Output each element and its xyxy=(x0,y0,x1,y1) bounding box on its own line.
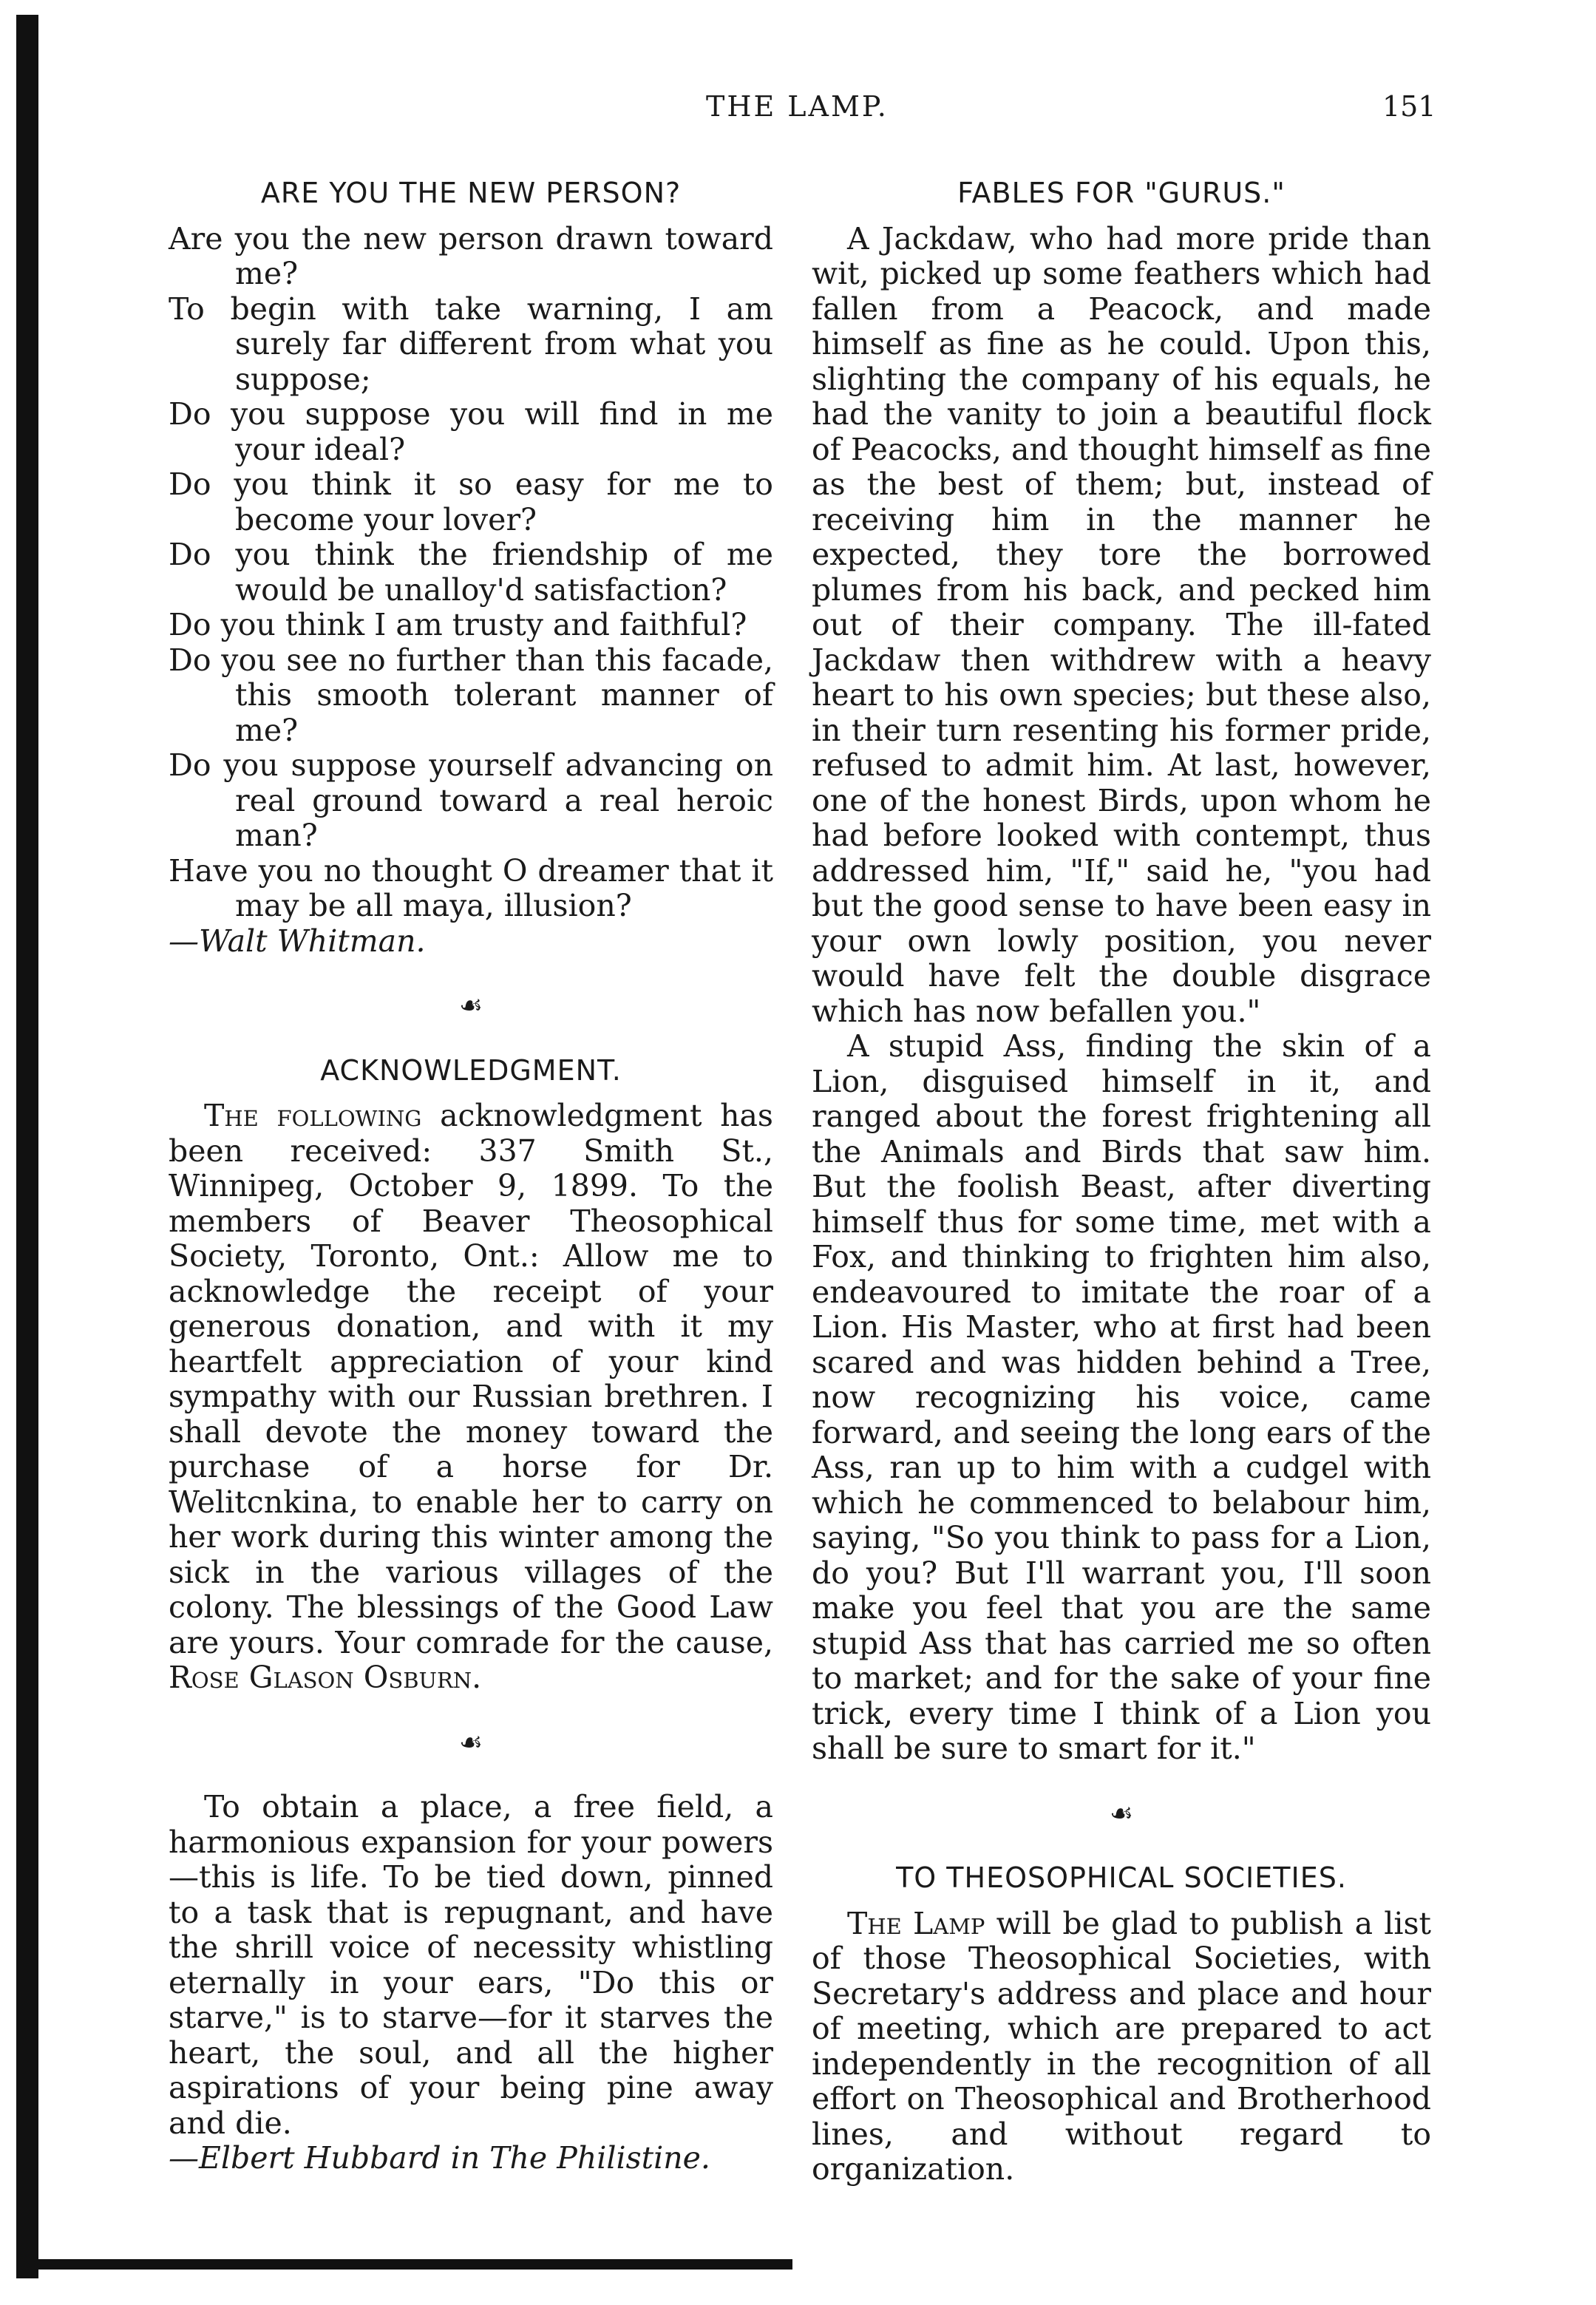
acknowledgment-text: acknowledgment has been received: 337 Smith St., Winnipeg, October 9, 1899. To the members of Beaver Theosophical Society, Toronto, Ont.: Allow me to acknowledge the receipt of your generous donation, and with it my heartfelt appreciation of your kind sympathy with our Russian brethren. I shall devote the money toward the purchase of a horse for Dr. Welitcnkina, to enable her to carry on her work during this winter among the sick in the various villages of the colony. The blessings of the Good Law are yours. Your comrade for the cause, xyxy=(169,1098,773,1660)
fable-ass: A stupid Ass, finding the skin of a Lion, disguised himself in it, and ranged about the forest frightening all the Animals and Birds that saw him. But the foolish Beast, after diverting himself thus for some time, met with a Fox, and thinking to frighten him also, endeavoured to imitate the roar of a Lion. His Master, who at first had been scared and was hidden behind a Tree, now recognizing his voice, came forward, and seeing the long ears of the Ass, ran up to him with a cudgel with which he commenced to belabour him, saying, "So you think to pass for a Lion, do you? But I'll warrant you, I'll soon make you feel that you are the same stupid Ass that has carried me so often to market; and for the sake of your fine trick, every time I think of a Lion you shall be sure to smart for it." xyxy=(812,1028,1431,1766)
societies-text: will be glad to publish a list of those Theosophical Societies, with Secretary's address and place and hour of meeting, which are prepared to act independently in the recognition of all effort on Theosophical and Brotherhood lines, and without regard to organization. xyxy=(812,1905,1431,2187)
fables-heading: FABLES FOR "GURUS." xyxy=(957,177,1286,209)
poem-line: Do you think I am trusty and faithful? xyxy=(169,607,747,642)
fleuron-ornament-icon: ☙ xyxy=(458,1727,483,1758)
fable-jackdaw: A Jackdaw, who had more pride than wit, picked up some feathers which had fallen from a Peacock, and made himself as fine as he could. Upon this, slighting the company of his equals, he had the vanity to join a beautiful flock of Peacocks, and thought himself as fine as the best of them; but, instead of receiving him in the manner he expected, they tore the borrowed plumes from his back, and pecked him out of their company. The ill-fated Jackdaw then withdrew with a heavy heart to his own species; but these also, in their turn resenting his former pride, refused to admit him. At last, however, one of the honest Birds, upon whom he had before looked with contempt, thus addressed him, "If," said he, "you had but the good sense to have been easy in your own lowly position, you never would have felt the double disgrace which has now befallen you." xyxy=(812,220,1431,1029)
poem-line: Have you no thought O dreamer that it may be all maya, illusion? xyxy=(169,852,773,923)
acknowledgment-heading: ACKNOWLEDGMENT. xyxy=(320,1053,622,1087)
societies-paragraph xyxy=(812,1907,1431,2187)
running-title: THE LAMP. xyxy=(706,90,889,123)
poem-body xyxy=(169,222,773,924)
page-binding-edge xyxy=(16,15,38,2278)
poem-attribution: —Walt Whitman. xyxy=(169,923,426,959)
societies-heading: TO THEOSOPHICAL SOCIETIES. xyxy=(896,1861,1347,1894)
life-paragraph: To obtain a place, a free field, a harmonious expansion for your powers —this is life. To be tied down, pinned to a task that is repugnant, and have the shrill voice of necessity whistling eternally in your ears, "Do this or starve," is to starve—for it starves the heart, the soul, and all the higher aspirations of your being pine away and die. xyxy=(169,1789,773,2141)
fleuron-ornament-icon: ☙ xyxy=(458,991,483,1021)
societies-opening: The Lamp xyxy=(847,1905,985,1941)
page-binding-foot xyxy=(16,2259,792,2270)
poem-line: To begin with take warning, I am surely far different from what you suppose; xyxy=(169,291,773,397)
acknowledgment-paragraph xyxy=(169,1099,773,1696)
left-column xyxy=(169,176,773,2176)
poem-line: Are you the new person drawn toward me? xyxy=(169,220,773,291)
poem-line: Do you think the friendship of me would be unalloy'd satisfaction? xyxy=(169,537,773,608)
fleuron-ornament-icon: ☙ xyxy=(1109,1798,1134,1829)
poem-heading: ARE YOU THE NEW PERSON? xyxy=(260,177,682,209)
poem-line: Do you suppose yourself advancing on real ground toward a real heroic man? xyxy=(169,747,773,853)
right-column xyxy=(812,176,1431,2187)
acknowledgment-opening: The following xyxy=(204,1098,422,1133)
poem-line: Do you suppose you will find in me your ideal? xyxy=(169,396,773,467)
life-attribution: —Elbert Hubbard in The Philistine. xyxy=(169,2140,710,2176)
poem-line: Do you see no further than this facade, this smooth tolerant manner of me? xyxy=(169,642,773,748)
acknowledgment-signature: Rose Glason Osburn. xyxy=(169,1660,482,1695)
poem-line: Do you think it so easy for me to become your lover? xyxy=(169,466,773,537)
page-number: 151 xyxy=(1382,90,1436,123)
running-head xyxy=(0,90,1596,135)
